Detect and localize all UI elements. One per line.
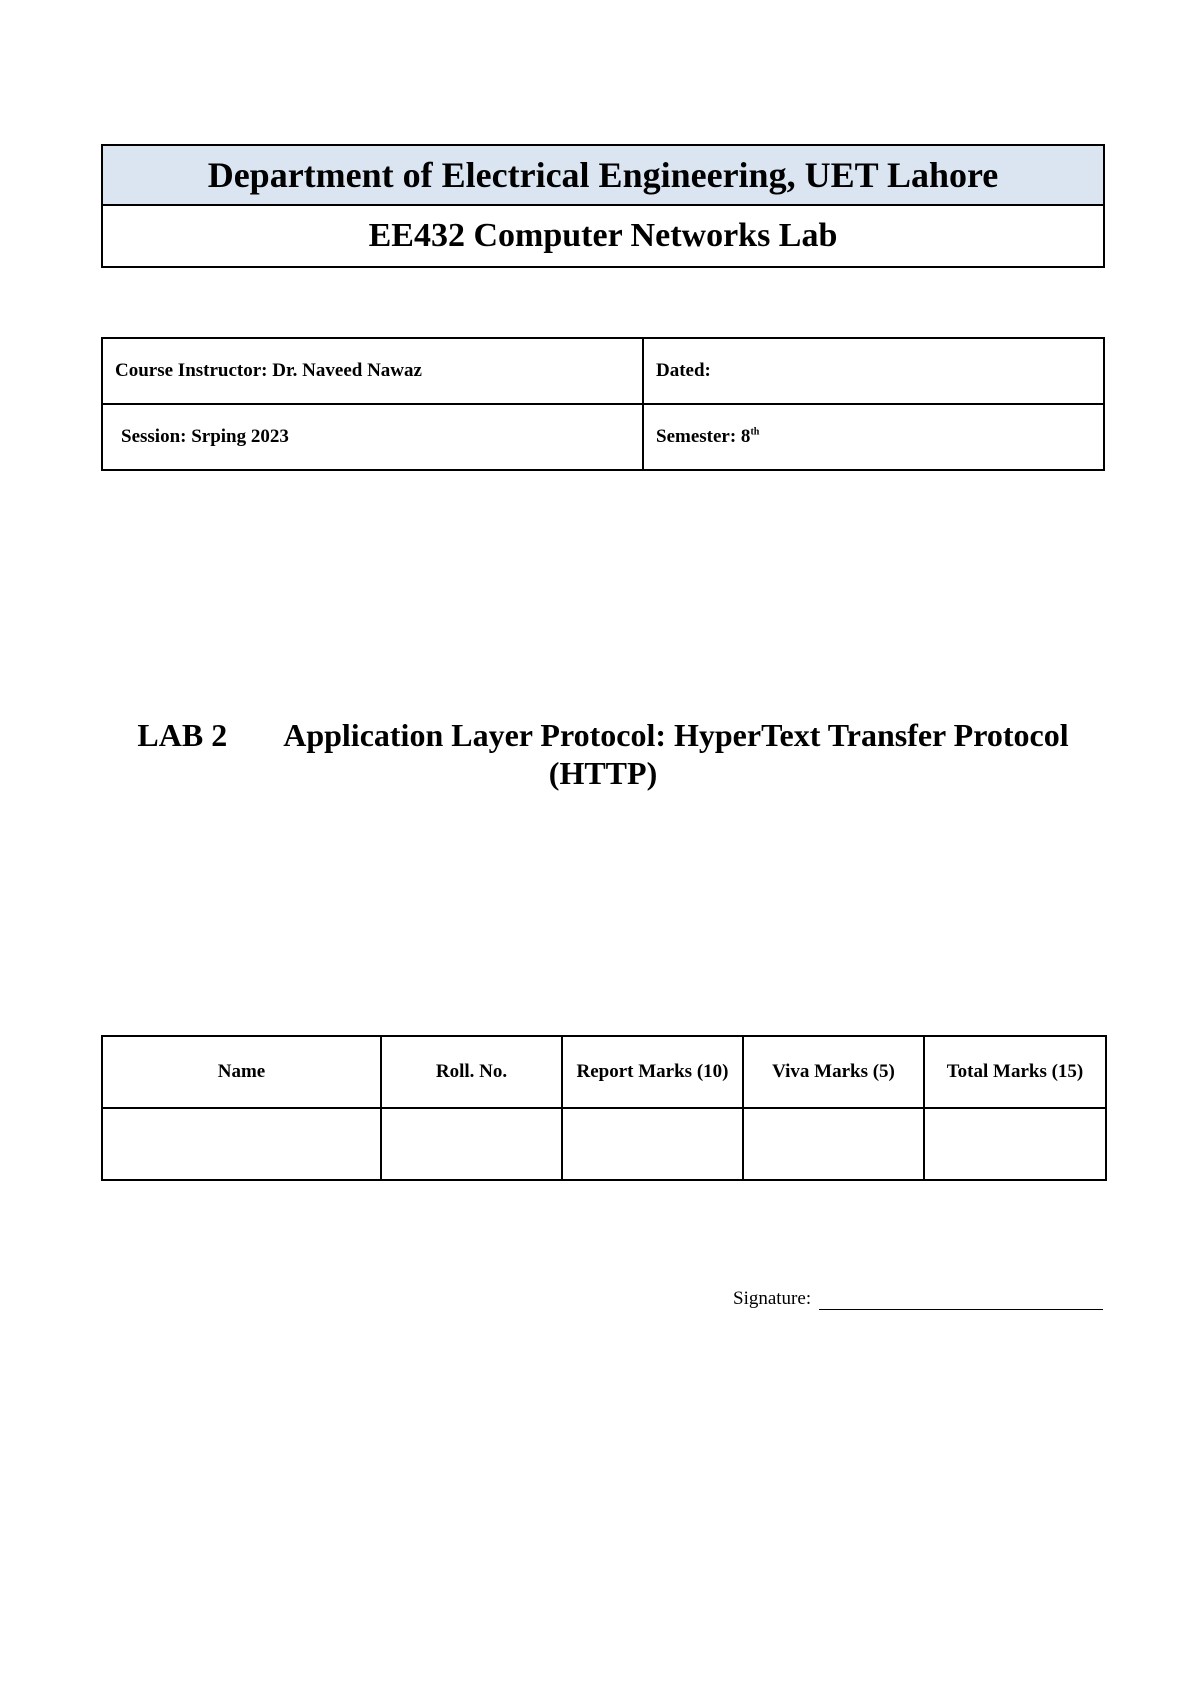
header-viva-marks: Viva Marks (5) [743, 1036, 924, 1108]
dated-cell: Dated: [643, 338, 1104, 404]
semester-cell [643, 404, 1104, 470]
total-marks-entry [924, 1108, 1106, 1180]
marks-table [101, 1035, 1107, 1181]
header-name: Name [102, 1036, 381, 1108]
header-box [101, 144, 1105, 268]
signature-block [733, 1288, 1103, 1310]
lab-heading [101, 716, 1105, 792]
signature-label: Signature: [733, 1288, 812, 1309]
signature-line [819, 1291, 1103, 1310]
header-roll-no: Roll. No. [381, 1036, 562, 1108]
header-report-marks: Report Marks (10) [562, 1036, 743, 1108]
session-text: Session: Srping 2023 [121, 426, 289, 447]
info-table [101, 337, 1105, 471]
info-row [102, 338, 1104, 404]
report-marks-entry [562, 1108, 743, 1180]
marks-entry-row [102, 1108, 1106, 1180]
header-total-marks: Total Marks (15) [924, 1036, 1106, 1108]
lab-number: LAB 2 [137, 717, 228, 753]
marks-header-row [102, 1036, 1106, 1108]
course-title: EE432 Computer Networks Lab [368, 217, 838, 254]
semester-suffix: th [750, 426, 760, 438]
session-cell [102, 404, 643, 470]
department-title: Department of Electrical Engineering, UET Lahore [103, 146, 1103, 206]
instructor-cell: Course Instructor: Dr. Naveed Nawaz [102, 338, 643, 404]
name-entry [102, 1108, 381, 1180]
viva-marks-entry [743, 1108, 924, 1180]
lab-title: Application Layer Protocol: HyperText Transfer Protocol (HTTP) [283, 717, 1069, 791]
info-row [102, 404, 1104, 470]
roll-no-entry [381, 1108, 562, 1180]
semester-text: Semester: 8 [656, 426, 751, 447]
